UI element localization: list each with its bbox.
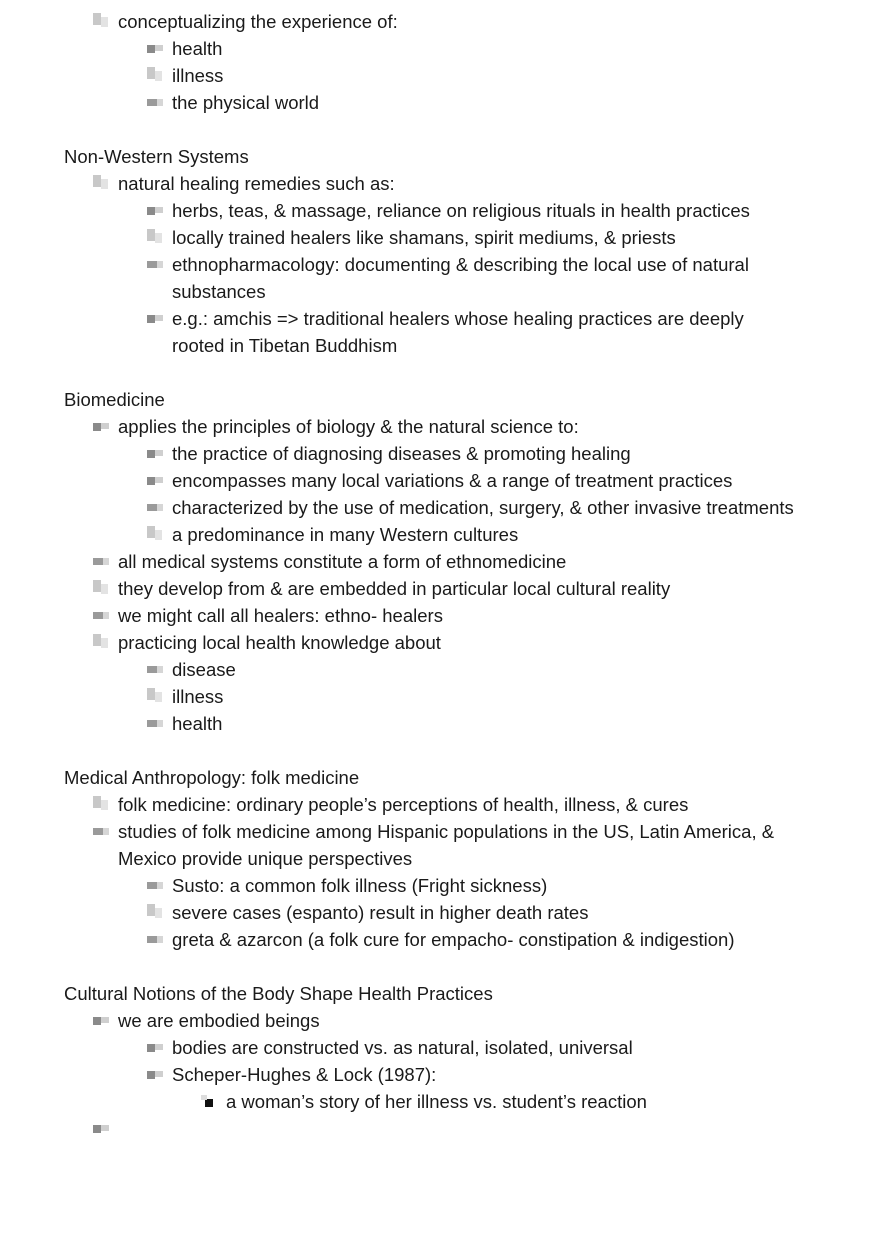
sub-list-item (0, 35, 880, 62)
list-item-text: practicing local health knowledge about (118, 632, 441, 653)
sub-list-item (0, 710, 880, 737)
list-item-text: they develop from & are embedded in particular local cultural reality (118, 578, 671, 599)
bullet-icon (93, 422, 109, 432)
sub-list-item (0, 467, 880, 494)
bullet-icon (147, 260, 163, 270)
sub-list-item (0, 89, 880, 116)
list-item (0, 8, 880, 35)
sub-list-item (0, 305, 782, 359)
bullet-icon (93, 1124, 109, 1134)
sub-list-item-text: disease (172, 659, 236, 680)
spacer (0, 737, 880, 764)
bullet-icon (93, 179, 109, 189)
spacer (0, 359, 880, 386)
sub-list-item (0, 521, 880, 548)
bullet-icon (147, 881, 163, 891)
bullet-icon (147, 206, 163, 216)
sub-list-item-text: severe cases (espanto) result in higher death rates (172, 902, 589, 923)
list-item-text: folk medicine: ordinary people’s perceptions of health, illness, & cures (118, 794, 689, 815)
section-heading: Non-Western Systems (64, 146, 249, 167)
sub-list-item (0, 62, 880, 89)
bullet-icon (147, 935, 163, 945)
bullet-icon (147, 233, 163, 243)
bullet-icon (93, 800, 109, 810)
bullet-icon (147, 530, 163, 540)
list-item (0, 602, 880, 629)
bullet-icon (147, 692, 163, 702)
bullet-icon (147, 719, 163, 729)
bullet-icon (147, 503, 163, 513)
bullet-icon (147, 1043, 163, 1053)
list-item-text: applies the principles of biology & the natural science to: (118, 416, 579, 437)
section-heading: Cultural Notions of the Body Shape Health Practices (64, 983, 493, 1004)
sub-list-item (0, 251, 782, 305)
sub-list-item-text: illness (172, 65, 224, 86)
sub-list-item (0, 224, 880, 251)
bullet-icon (147, 476, 163, 486)
section-heading: Medical Anthropology: folk medicine (64, 767, 360, 788)
sub-list-item (0, 656, 880, 683)
bullet-icon (201, 1097, 217, 1107)
list-item-text: we might call all healers: ethno- healers (118, 605, 443, 626)
bullet-icon (147, 44, 163, 54)
sub-list-item-text: e.g.: amchis => traditional healers whose healing practices are deeply rooted in Tibetan Buddhism (172, 308, 744, 356)
sub-list-item-text: bodies are constructed vs. as natural, isolated, universal (172, 1037, 633, 1058)
sub-list-item (0, 872, 880, 899)
sub-list-item-text: locally trained healers like shamans, spirit mediums, & priests (172, 227, 676, 248)
sub-list-item-text: a predominance in many Western cultures (172, 524, 519, 545)
bullet-icon (93, 17, 109, 27)
sub-list-item (0, 494, 880, 521)
sub-list-item-text: characterized by the use of medication, surgery, & other invasive treatments (172, 497, 794, 518)
sub-list-item (0, 1061, 880, 1088)
sub-list-item-text: Susto: a common folk illness (Fright sickness) (172, 875, 548, 896)
bullet-icon (93, 611, 109, 621)
section-heading: Biomedicine (64, 389, 165, 410)
bullet-icon (147, 98, 163, 108)
notes-document (0, 8, 880, 1115)
spacer (0, 953, 880, 980)
bullet-icon (147, 1070, 163, 1080)
sub-list-item (0, 899, 880, 926)
list-item (0, 818, 818, 872)
list-item-text: all medical systems constitute a form of ethnomedicine (118, 551, 567, 572)
bullet-icon (147, 665, 163, 675)
list-item (0, 413, 880, 440)
sub-list-item-text: herbs, teas, & massage, reliance on religious rituals in health practices (172, 200, 750, 221)
bullet-icon (93, 1016, 109, 1026)
bullet-icon (93, 827, 109, 837)
list-item-text: natural healing remedies such as: (118, 173, 395, 194)
list-item (0, 170, 880, 197)
sub-sub-list-item (0, 1088, 880, 1115)
sub-list-item (0, 1034, 880, 1061)
bullet-icon (93, 638, 109, 648)
bullet-icon (147, 314, 163, 324)
bullet-icon (147, 71, 163, 81)
spacer (0, 116, 880, 143)
sub-list-item-text: the physical world (172, 92, 320, 113)
list-item-text: studies of folk medicine among Hispanic populations in the US, Latin America, & Mexico provide unique perspectives (118, 821, 775, 869)
sub-list-item-text: encompasses many local variations & a range of treatment practices (172, 470, 733, 491)
list-item (0, 575, 880, 602)
sub-list-item-text: health (172, 38, 223, 59)
sub-list-item-text: health (172, 713, 223, 734)
sub-list-item-text: Scheper-Hughes & Lock (1987): (172, 1064, 437, 1085)
sub-list-item (0, 926, 880, 953)
list-item-text: we are embodied beings (118, 1010, 320, 1031)
list-item (0, 1007, 880, 1034)
list-item (0, 548, 880, 575)
bullet-icon (147, 449, 163, 459)
list-item (0, 791, 880, 818)
bullet-icon (93, 557, 109, 567)
bullet-icon (93, 584, 109, 594)
sub-list-item-text: greta & azarcon (a folk cure for empacho- constipation & indigestion) (172, 929, 735, 950)
sub-sub-list-item-text: a woman’s story of her illness vs. student’s reaction (226, 1091, 647, 1112)
sub-list-item-text: ethnopharmacology: documenting & describing the local use of natural substances (172, 254, 749, 302)
sub-list-item-text: illness (172, 686, 224, 707)
sub-list-item (0, 683, 880, 710)
list-item-text: conceptualizing the experience of: (118, 11, 398, 32)
sub-list-item (0, 197, 880, 224)
bullet-icon (147, 908, 163, 918)
sub-list-item-text: the practice of diagnosing diseases & promoting healing (172, 443, 631, 464)
sub-list-item (0, 440, 880, 467)
list-item (0, 629, 880, 656)
